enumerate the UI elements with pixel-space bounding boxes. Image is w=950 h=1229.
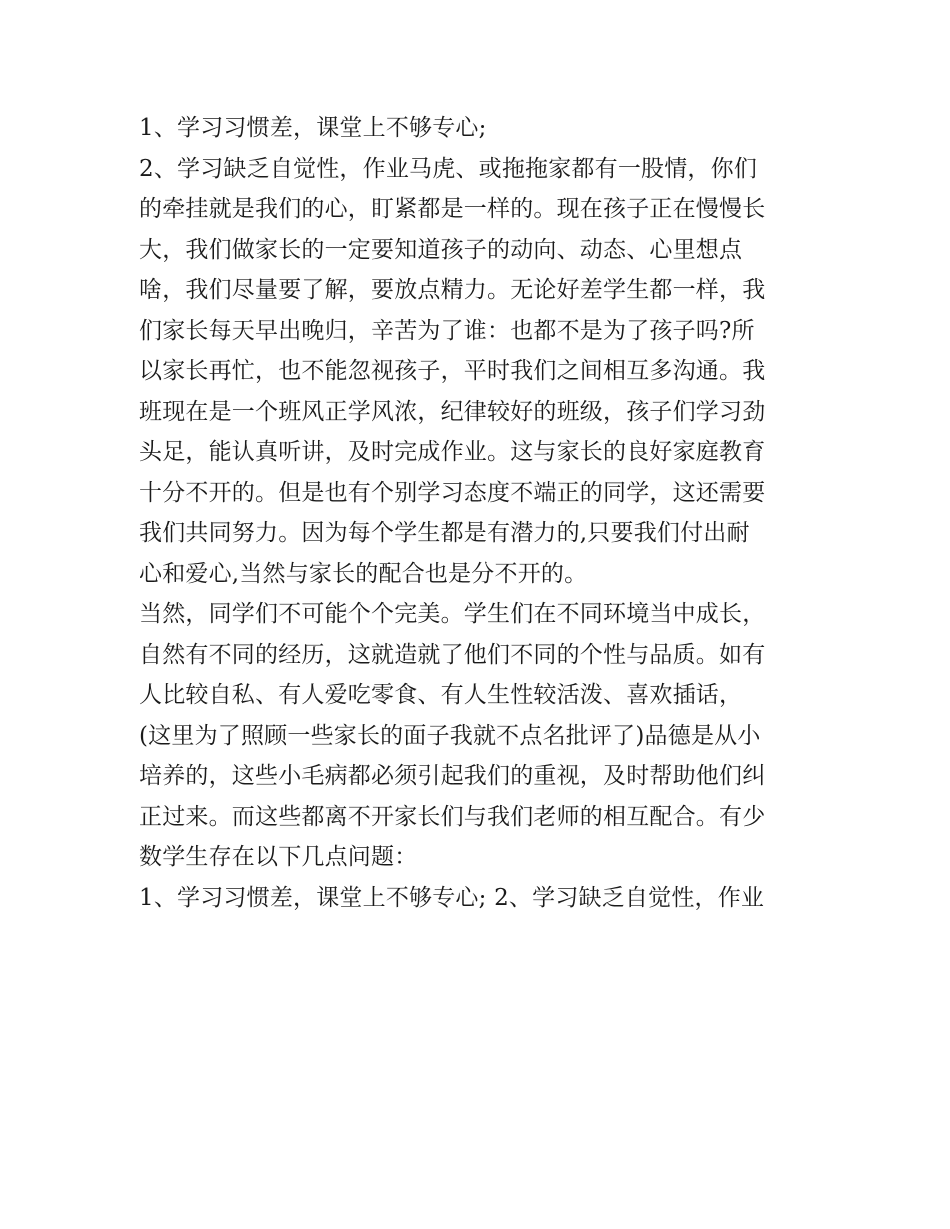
text-line: 当然，同学们不可能个个完美。学生们在不同环境当中成长， [139,601,766,627]
text-line: 培养的，这些小毛病都必须引起我们的重视，及时帮助他们纠 [139,763,766,789]
text-line: 以家长再忙，也不能忽视孩子，平时我们之间相互多沟通。我 [139,358,766,384]
text-line: 我们共同努力。因为每个学生都是有潜力的,只要我们付出耐 [139,520,750,546]
text-line: 大，我们做家长的一定要知道孩子的动向、动态、心里想点 [139,236,743,263]
text-line: 正过来。而这些都离不开家长们与我们老师的相互配合。有少 [139,803,766,830]
text-line: 头足，能认真听讲，及时完成作业。这与家长的良好家庭教育 [139,439,766,465]
text-line: 的牵挂就是我们的心，盯紧都是一样的。现在孩子正在慢慢长 [139,196,766,222]
text-line: 十分不开的。但是也有个别学习态度不端正的同学，这还需要 [139,479,766,506]
text-line: 1、学习习惯差，课堂上不够专心; [139,115,487,141]
text-line: 数学生存在以下几点问题： [139,844,418,870]
text-line: 2、学习缺乏自觉性，作业马虎、或拖拖家都有一股情，你们 [139,155,758,182]
document-body [139,108,819,918]
text-line: 心和爱心,当然与家长的配合也是分不开的。 [139,560,588,587]
text-line: 人比较自私、有人爱吃零食、有人生性较活泼、喜欢插话， [139,682,743,708]
text-line: 啥，我们尽量要了解，要放点精力。无论好差学生都一样，我 [139,277,766,303]
text-line: 们家长每天早出晚归，辛苦为了谁：也都不是为了孩子吗?所 [139,317,755,344]
text-line: 自然有不同的经历，这就造就了他们不同的个性与品质。如有 [139,641,766,668]
text-line: 班现在是一个班风正学风浓，纪律较好的班级，孩子们学习劲 [139,398,766,425]
text-line: (这里为了照顾一些家长的面子我就不点名批评了)品德是从小 [139,722,761,749]
text-line: 1、学习习惯差，课堂上不够专心; 2、学习缺乏自觉性，作业 [139,884,765,911]
